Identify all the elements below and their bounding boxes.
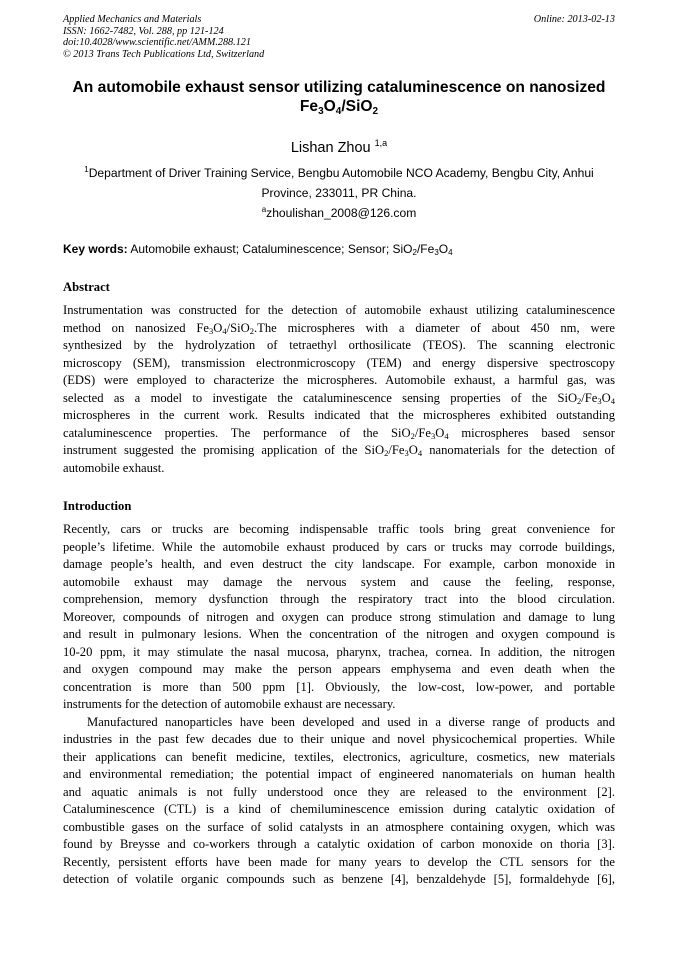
introduction-text: Recently, cars or trucks are becoming indispensable traffic tools bring great convenience for people’s lifetime. While the automobile exhaust produced by cars or trucks may corrode buildings, damage people’s health, and even destruct the city landscape. For example, carbon monoxide in automobile exhaust may damage the nervous system and cause the feeling, response, comprehension, memory dysfunction through the respiratory tract into the blood circulation. Moreover, compounds of nitrogen and oxygen can produce strong stimulation and damage to lung and result in pulmonary lesions. When the concentration of the nitrogen and oxygen compound is 10-20 ppm, it may stimulate the nasal mucosa, pharynx, trachea, cornea. In addition, the nitrogen and oxygen compound may make the person appears emphysema and even death when the concentration is more than 500 ppm [1]. Obviously, the low-cost, low-power, and portable instruments for the detection of automobile exhaust are necessary. Manufactured nanoparticles have been developed and used in a diverse range of products and industries in the past few decades due to their unique and novel physicochemical properties. While their applications can benefit medicine, textiles, electronics, agriculture, cosmetics, new materials and environmental remediation; the potential impact of engineered nanomaterials on human health and aquatic animals is not fully understood once they are released to the environment [2]. Cataluminescence (CTL) is a kind of chemiluminescence emission during catalytic oxidation of combustible gases on the surface of solid catalysts in an atmosphere containing oxygen, which was found by Breysse and co-workers through a catalytic oxidation of carbon monoxide on thoria [3]. Recently, persistent efforts have been made for many years to develop the CTL sensors for the detection of volatile organic compounds such as benzene [4], benzaldehyde [5], formaldehyde [6], [63, 522, 615, 886]
doi: doi:10.4028/www.scientific.net/AMM.288.121 [63, 37, 251, 49]
abstract-heading: Abstract [63, 280, 110, 294]
title-line-2: $Fe_3O_4/SiO_2$ [299, 98, 379, 117]
affiliation: $^1$Department of Driver Training Service, Bengbu Automobile NCO Academy, Bengbu City, Anhui Province, 233011, PR China. [84, 165, 594, 200]
online-date: Online: 2013-02-13 [533, 14, 615, 25]
issn: ISSN: 1662-7482, Vol. 288, pp 121-124 [63, 25, 224, 37]
journal-header [63, 14, 615, 60]
abstract-text: Instrumentation was constructed for the detection of automobile exhaust utilizing cataluminescence method on nanosized $Fe_3O_4/SiO_2.The$ microspheres with a diameter of about 450 nm, were synthesized by the hydrolyzation of tetraethyl orthosilicate (TEOS). The scanning electronic microscopy (SEM), transmission electronmicroscopy (TEM) and energy dispersive spectroscopy (EDS) were employed to characterize the microspheres. Automobile exhaust, a harmful gas, was selected as a model to investigate the cataluminescence sensing properties of the $SiO_2/Fe_3O_4$ microspheres in the current work. Results indicated that the microspheres exhibited outstanding cataluminescence properties. The performance of the $SiO_2/Fe_3O_4$ microspheres based sensor instrument suggested the promising application of the $SiO_2/Fe_3O_4$ nanomaterials for the detection of automobile exhaust. [63, 303, 615, 475]
paper-title [40, 78, 638, 116]
introduction-heading: Introduction [63, 499, 132, 513]
author-email: $^a$zhoulishan_2008@126.com [261, 205, 417, 220]
keywords: Key words: Automobile exhaust; Cataluminescence; Sensor; $SiO_2/Fe_3O_4$ [63, 242, 453, 257]
author-name: Lishan Zhou $^{1,a}$ [290, 138, 388, 156]
copyright: © 2013 Trans Tech Publications Ltd, Switzerland [63, 48, 265, 60]
title-line-1: An automobile exhaust sensor utilizing cataluminescence on nanosized [72, 79, 606, 96]
journal-name: Applied Mechanics and Materials [63, 14, 202, 25]
